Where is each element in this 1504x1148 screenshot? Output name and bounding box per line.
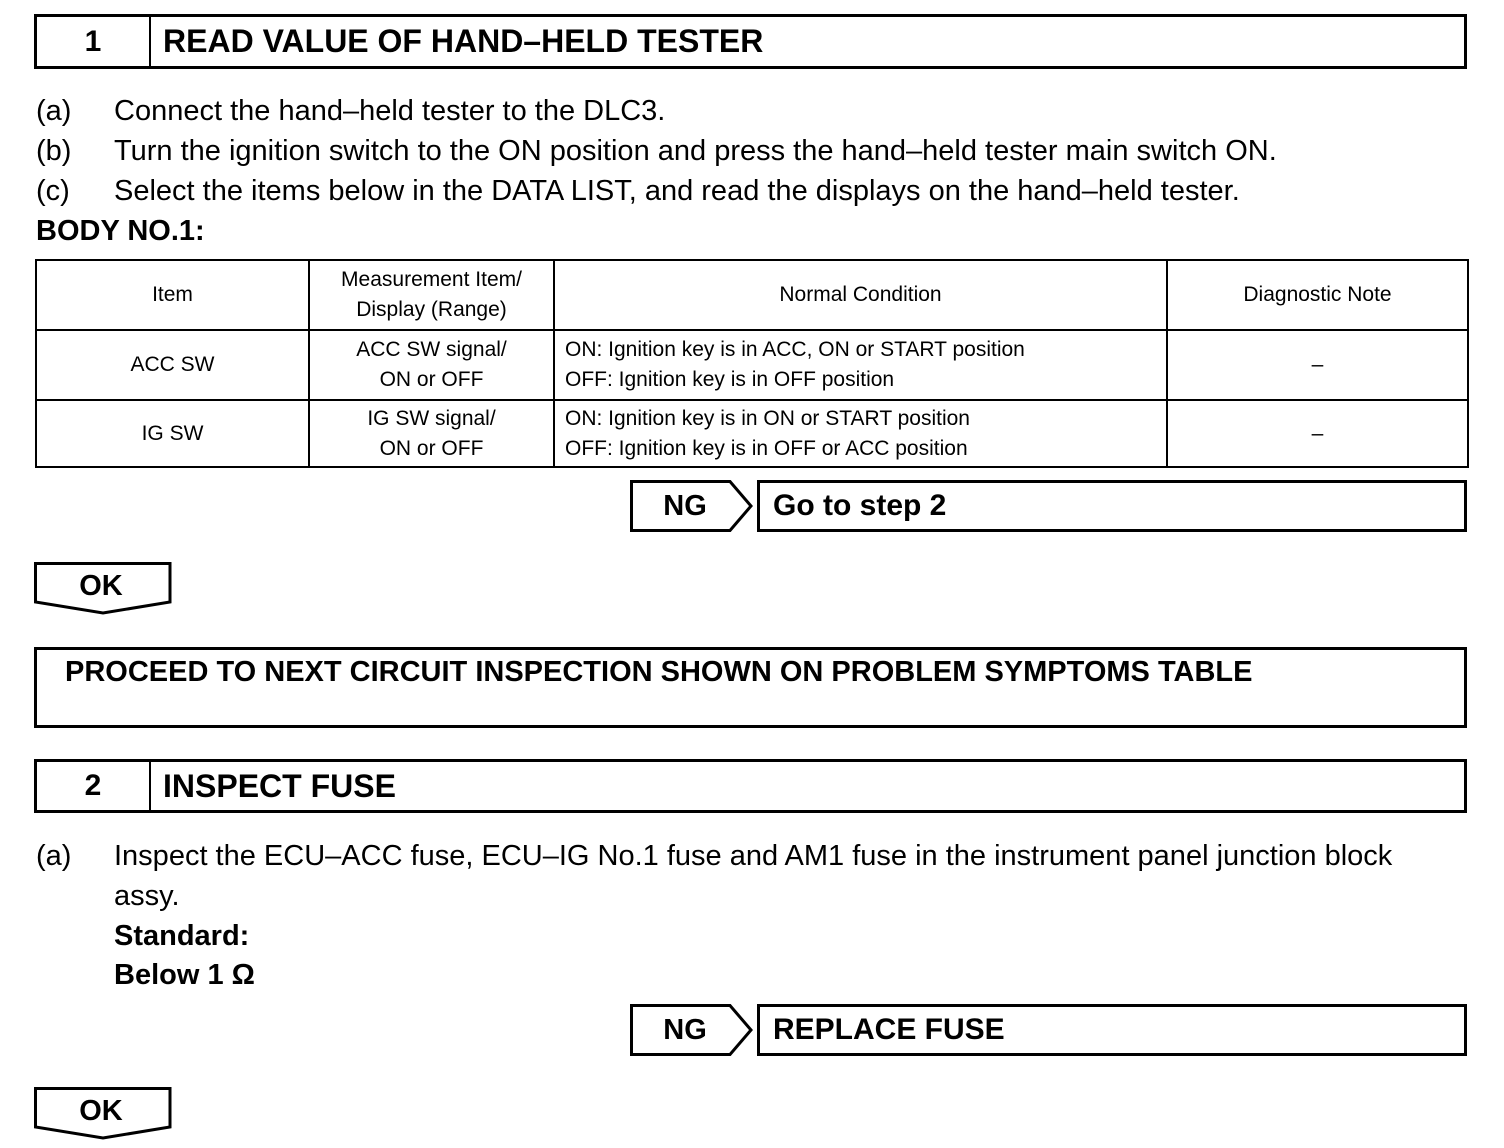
step-number: 2 (37, 762, 151, 810)
cell-measurement-line2: ON or OFF (379, 436, 484, 460)
ng-indicator (630, 1004, 754, 1056)
cell-measurement-line2: ON or OFF (379, 368, 484, 391)
ok-label: OK (79, 569, 123, 602)
instruction-text: Turn the ignition switch to the ON position and press the hand–held tester main switch ON. (114, 135, 1277, 167)
header-item: Item (36, 260, 309, 330)
ng-label: NG (663, 489, 707, 522)
ok-label: OK (79, 1094, 123, 1127)
step-title: READ VALUE OF HAND–HELD TESTER (163, 23, 764, 59)
header-measurement-line1: Measurement Item/ (341, 268, 522, 291)
header-measurement (309, 260, 554, 330)
cell-diagnostic-note: – (1167, 330, 1468, 400)
header-measurement-line2: Display (Range) (356, 298, 507, 321)
step-1-header (34, 14, 1467, 69)
cell-normal-condition (554, 330, 1167, 400)
ng-label: NG (663, 1013, 707, 1046)
ng-indicator (630, 480, 754, 532)
cell-measurement-line1: IG SW signal/ (367, 406, 496, 430)
table-row (36, 330, 1468, 400)
cell-item: IG SW (36, 400, 309, 467)
instruction-text: Inspect the ECU–ACC fuse, ECU–IG No.1 fuse and AM1 fuse in the instrument panel junction block (114, 840, 1393, 872)
data-list-table (35, 259, 1469, 468)
ok-indicator (34, 562, 172, 616)
cell-normal-line2: OFF: Ignition key is in OFF position (565, 368, 895, 391)
cell-measurement (309, 330, 554, 400)
table-header-row (36, 260, 1468, 330)
step-2-header (34, 759, 1467, 813)
cell-normal-line1: ON: Ignition key is in ON or START position (565, 406, 970, 430)
instruction-text: Connect the hand–held tester to the DLC3. (114, 95, 666, 127)
body-no-1-heading: BODY NO.1: (36, 215, 205, 247)
proceed-box: PROCEED TO NEXT CIRCUIT INSPECTION SHOWN ON PROBLEM SYMPTOMS TABLE (34, 647, 1467, 728)
instruction-a (36, 836, 1392, 876)
instruction-a (36, 91, 665, 131)
instruction-label: (c) (36, 175, 70, 207)
cell-diagnostic-note: – (1167, 400, 1468, 467)
standard-value: Below 1 Ω (114, 959, 255, 991)
cell-normal-line1: ON: Ignition key is in ACC, ON or START position (565, 338, 1025, 361)
step-title: INSPECT FUSE (163, 767, 396, 804)
cell-item: ACC SW (36, 330, 309, 400)
instruction-text: Select the items below in the DATA LIST, and read the displays on the hand–held tester. (114, 175, 1240, 207)
ok-indicator (34, 1087, 172, 1141)
instruction-b (36, 131, 1277, 171)
standard-label: Standard: (114, 920, 250, 952)
header-diagnostic-note: Diagnostic Note (1167, 260, 1468, 330)
cell-measurement (309, 400, 554, 467)
table-row (36, 400, 1468, 467)
instruction-continuation: assy. (114, 880, 180, 912)
ng-result-box: Go to step 2 (757, 480, 1467, 532)
header-normal-condition: Normal Condition (554, 260, 1167, 330)
instruction-label: (b) (36, 135, 72, 167)
cell-normal-line2: OFF: Ignition key is in OFF or ACC position (565, 436, 968, 460)
instruction-label: (a) (36, 95, 72, 127)
cell-measurement-line1: ACC SW signal/ (356, 338, 507, 361)
instruction-c (36, 171, 1240, 211)
instruction-label: (a) (36, 840, 72, 872)
ng-result-box: REPLACE FUSE (757, 1004, 1467, 1056)
step-number: 1 (37, 17, 151, 66)
cell-normal-condition (554, 400, 1167, 467)
